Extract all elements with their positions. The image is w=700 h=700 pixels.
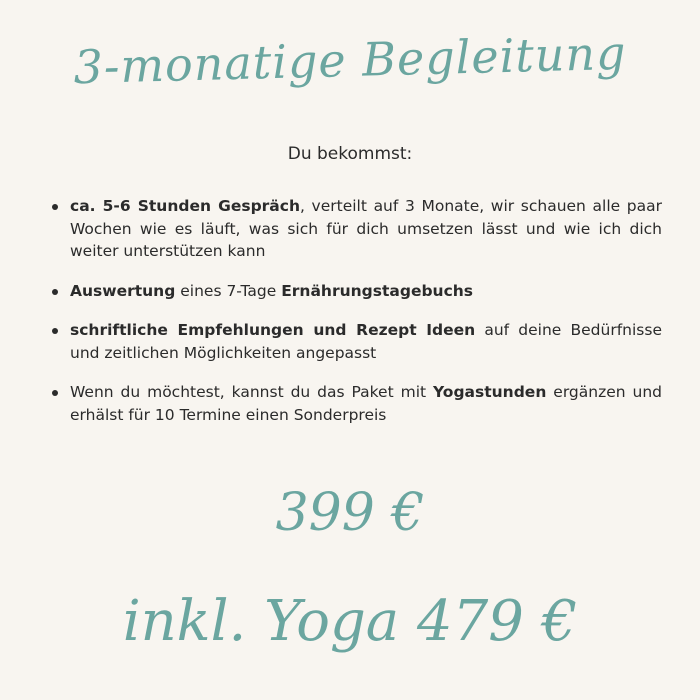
price: 399 € (275, 483, 425, 543)
item-text-bold: Yogastunden (433, 383, 547, 401)
bullet-icon (52, 204, 58, 210)
item-text-bold: Auswertung (70, 281, 176, 300)
item-text: eines 7-Tage (175, 281, 282, 300)
item-text: auf deine Bedürfnisse und zeitlichen Möglichkeiten angepasst (70, 321, 662, 362)
benefits-list (48, 195, 662, 443)
bullet-icon (52, 289, 58, 295)
list-item (48, 280, 662, 303)
list-item (48, 381, 662, 426)
list-item (48, 319, 662, 364)
item-text-bold: ca. 5-6 Stunden Gespräch (70, 197, 300, 215)
item-text: , verteilt auf 3 Monate, wir schauen alle paar Wochen wie es läuft, was sich für dich umsetzen lässt und wie ich dich weiter unterstützen kann (70, 197, 662, 260)
bullet-icon (52, 390, 58, 396)
subtitle: Du bekommst: (287, 144, 413, 164)
item-text: ergänzen und erhälst für 10 Termine einen Sonderpreis (70, 383, 662, 424)
page-title: 3-monatige Begleitung (72, 25, 628, 95)
yoga-price: inkl. Yoga 479 € (122, 589, 578, 654)
item-text: Wenn du möchtest, kannst du das Paket mit (70, 383, 433, 401)
item-text-bold: Ernährungstagebuchs (281, 281, 474, 300)
list-item (48, 195, 662, 263)
bullet-icon (52, 328, 58, 334)
item-text-bold: schriftliche Empfehlungen und Rezept Ideen (70, 321, 476, 339)
